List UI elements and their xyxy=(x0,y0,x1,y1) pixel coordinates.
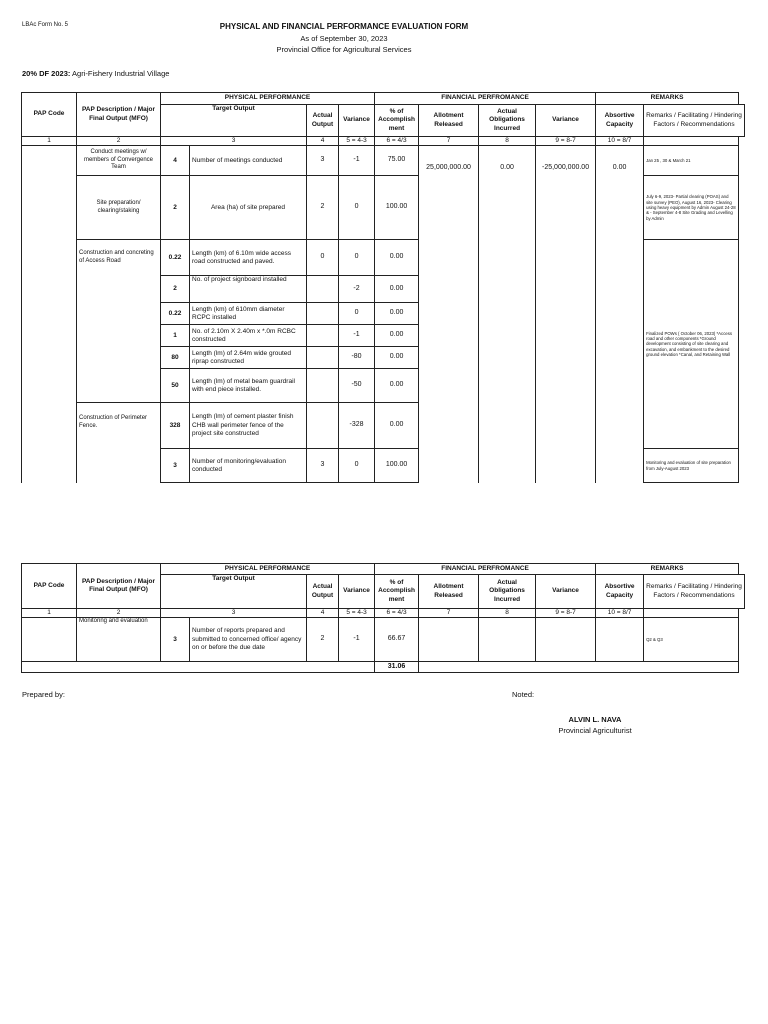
actual-cell xyxy=(307,369,339,403)
num-5: 5 = 4-3 xyxy=(339,137,375,146)
actual-cell xyxy=(307,303,339,325)
num-9: 9 = 8-7 xyxy=(536,609,596,618)
target-cell: 1 xyxy=(161,325,190,347)
col-allotment: Allotment Released xyxy=(419,575,479,609)
remarks-cell: July 6-9, 2023- Partial clearing (POAS) and site survey (PEO), August 16, 2023- Clearing using heavy equipment by Admin August 24-28 & - September 4-8 Site Grading and Levelling by Admin xyxy=(644,176,739,240)
variance-cell: 0 xyxy=(339,176,375,240)
target-cell: 4 xyxy=(161,146,190,176)
pct-cell: 0.00 xyxy=(375,325,419,347)
signer-title: Provincial Agriculturist xyxy=(558,726,632,735)
indicator-cell: No. of 2.10m X 2.40m x *.0m RCBC constructed xyxy=(190,325,307,347)
col-pap-desc: PAP Description / Major Final Output (MFO) xyxy=(77,564,161,609)
target-cell: 2 xyxy=(161,276,190,303)
indicator-cell: Length (km) of 6.10m wide access road constructed and paved. xyxy=(190,240,307,276)
actual-cell xyxy=(307,347,339,369)
actual-cell xyxy=(307,276,339,303)
num-6: 6 = 4/3 xyxy=(375,609,419,618)
col-pct: % of Accomplish ment xyxy=(375,105,419,137)
mfo-cell: Monitoring and evaluation xyxy=(77,618,161,662)
indicator-cell: No. of project signboard installed xyxy=(190,276,307,303)
num-9: 9 = 8-7 xyxy=(536,137,596,146)
obligations-cell: 0.00 xyxy=(479,146,536,483)
variance-cell: 0 xyxy=(339,303,375,325)
indicator-cell: Number of reports prepared and submitted to concerned office/ agency on or before the due date xyxy=(190,618,307,662)
actual-cell: 3 xyxy=(307,146,339,176)
numbering-row xyxy=(22,609,745,618)
pap-code-cell xyxy=(22,146,77,483)
num-4: 4 xyxy=(307,609,339,618)
target-cell: 2 xyxy=(161,176,190,240)
col-remarks: Remarks / Facilitating / Hindering Factors / Recommendations xyxy=(644,575,745,609)
num-2: 2 xyxy=(77,609,161,618)
mfo-cell: Construction and concreting of Access Road xyxy=(77,240,161,403)
as-of-date: As of September 30, 2023 xyxy=(300,34,388,43)
project-name: Agri-Fishery Industrial Village xyxy=(72,69,170,78)
num-1: 1 xyxy=(22,609,77,618)
project-line xyxy=(22,69,169,78)
total-pct: 31.06 xyxy=(375,662,419,673)
col-actual: Actual Output xyxy=(307,105,339,137)
actual-cell: 2 xyxy=(307,176,339,240)
indicator-cell: Length (lm) of 2.64m wide grouted riprap constructed xyxy=(190,347,307,369)
pap-code-cell xyxy=(22,618,77,662)
remarks-cell: Q2 & Q3 xyxy=(644,618,739,662)
col-pap-desc: PAP Description / Major Final Output (MFO) xyxy=(77,93,161,137)
total-row xyxy=(22,662,745,673)
target-cell: 50 xyxy=(161,369,190,403)
col-group-remarks: REMARKS xyxy=(596,93,739,105)
allotment-cell: 25,000,000.00 xyxy=(419,146,479,483)
form-number: LBAc Form No. 5 xyxy=(22,22,69,28)
col-absorptive: Absortive Capacity xyxy=(596,575,644,609)
variance-cell: -1 xyxy=(339,618,375,662)
col-actual: Actual Output xyxy=(307,575,339,609)
variance-cell: -328 xyxy=(339,403,375,449)
col-group-physical: PHYSICAL PERFORMANCE xyxy=(161,93,375,105)
project-label: 20% DF 2023: xyxy=(22,69,71,78)
actual-cell: 3 xyxy=(307,449,339,483)
num-3: 3 xyxy=(161,137,307,146)
target-cell: 80 xyxy=(161,347,190,369)
num-4: 4 xyxy=(307,137,339,146)
col-allotment: Allotment Released xyxy=(419,105,479,137)
num-6: 6 = 4/3 xyxy=(375,137,419,146)
indicator-cell: Length (km) of 610mm diameter RCPC installed xyxy=(190,303,307,325)
actual-cell xyxy=(307,325,339,347)
indicator-cell: Area (ha) of site prepared xyxy=(190,176,307,240)
pct-cell: 0.00 xyxy=(375,276,419,303)
mfo-cell: Site preparation/ clearing/staking xyxy=(77,176,161,240)
col-remarks: Remarks / Facilitating / Hindering Factors / Recommendations xyxy=(644,105,745,137)
remarks-cell: Jan 25 , 30 & March 21 xyxy=(644,146,739,176)
mfo-cell: Construction of Perimeter Fence. xyxy=(77,403,161,483)
remarks-cell: Monitoring and evaluation of site preparation from July-August 2023 xyxy=(644,449,739,483)
target-cell: 0.22 xyxy=(161,303,190,325)
pct-cell: 0.00 xyxy=(375,347,419,369)
num-5: 5 = 4-3 xyxy=(339,609,375,618)
actual-cell: 0 xyxy=(307,240,339,276)
col-pap-code: PAP Code xyxy=(22,564,77,609)
table-row xyxy=(22,618,745,662)
num-7: 7 xyxy=(419,609,479,618)
performance-table-2 xyxy=(21,563,745,673)
col-obligations: Actual Obligations Incurred xyxy=(479,105,536,137)
fin-variance-cell: -25,000,000.00 xyxy=(536,146,596,483)
prepared-by-label: Prepared by: xyxy=(22,690,65,699)
pct-cell: 0.00 xyxy=(375,240,419,276)
mfo-cell: Conduct meetings w/ members of Convergence Team xyxy=(77,146,161,176)
num-2: 2 xyxy=(77,137,161,146)
pct-cell: 66.67 xyxy=(375,618,419,662)
indicator-cell: Number of monitoring/evaluation conducted xyxy=(190,449,307,483)
col-fin-variance: Variance xyxy=(536,575,596,609)
target-cell: 3 xyxy=(161,449,190,483)
signer-name: ALVIN L. NAVA xyxy=(568,715,622,724)
actual-cell: 2 xyxy=(307,618,339,662)
indicator-cell: Length (lm) of cement plaster finish CHB wall perimeter fence of the project site constructed xyxy=(190,403,307,449)
num-3: 3 xyxy=(161,609,307,618)
col-absorptive: Absortive Capacity xyxy=(596,105,644,137)
num-1: 1 xyxy=(22,137,77,146)
variance-cell: -2 xyxy=(339,276,375,303)
performance-table-1 xyxy=(21,92,745,483)
pct-cell: 100.00 xyxy=(375,449,419,483)
target-cell: 0.22 xyxy=(161,240,190,276)
absorptive-cell: 0.00 xyxy=(596,146,644,483)
noted-label: Noted: xyxy=(512,690,535,699)
col-obligations: Actual Obligations Incurred xyxy=(479,575,536,609)
col-group-financial: FINANCIAL PERFROMANCE xyxy=(375,93,596,105)
variance-cell: 0 xyxy=(339,449,375,483)
col-variance: Variance xyxy=(339,575,375,609)
pct-cell: 0.00 xyxy=(375,403,419,449)
col-group-financial: FINANCIAL PERFROMANCE xyxy=(375,564,596,575)
num-8: 8 xyxy=(479,137,536,146)
target-cell: 328 xyxy=(161,403,190,449)
remarks-cell-construction: Finalized POWs ( October 06, 2023) *Access road and other components *Ground development consisting of site clearing and excavation, and embankment to the desired ground elevation *Canal, and Retaining Wall xyxy=(644,240,739,449)
num-8: 8 xyxy=(479,609,536,618)
table-row xyxy=(22,146,745,176)
col-fin-variance: Variance xyxy=(536,105,596,137)
target-cell: 3 xyxy=(161,618,190,662)
variance-cell: -1 xyxy=(339,325,375,347)
col-target: Target Output xyxy=(161,575,307,609)
col-target: Target Output xyxy=(161,105,307,137)
variance-cell: -80 xyxy=(339,347,375,369)
actual-cell xyxy=(307,403,339,449)
indicator-cell: Length (lm) of metal beam guardrail with end piece installed. xyxy=(190,369,307,403)
col-pap-code: PAP Code xyxy=(22,93,77,137)
pct-cell: 0.00 xyxy=(375,369,419,403)
office-name: Provincial Office for Agricultural Services xyxy=(276,45,412,54)
variance-cell: -1 xyxy=(339,146,375,176)
num-7: 7 xyxy=(419,137,479,146)
form-title: PHYSICAL AND FINANCIAL PERFORMANCE EVALUATION FORM xyxy=(219,22,469,31)
col-variance: Variance xyxy=(339,105,375,137)
pct-cell: 75.00 xyxy=(375,146,419,176)
col-pct: % of Accomplish ment xyxy=(375,575,419,609)
col-group-physical: PHYSICAL PERFORMANCE xyxy=(161,564,375,575)
num-10: 10 = 8/7 xyxy=(596,137,644,146)
num-10: 10 = 8/7 xyxy=(596,609,644,618)
variance-cell: -50 xyxy=(339,369,375,403)
pct-cell: 0.00 xyxy=(375,303,419,325)
pct-cell: 100.00 xyxy=(375,176,419,240)
col-group-remarks: REMARKS xyxy=(596,564,739,575)
numbering-row xyxy=(22,137,745,146)
variance-cell: 0 xyxy=(339,240,375,276)
indicator-cell: Number of meetings conducted xyxy=(190,146,307,176)
